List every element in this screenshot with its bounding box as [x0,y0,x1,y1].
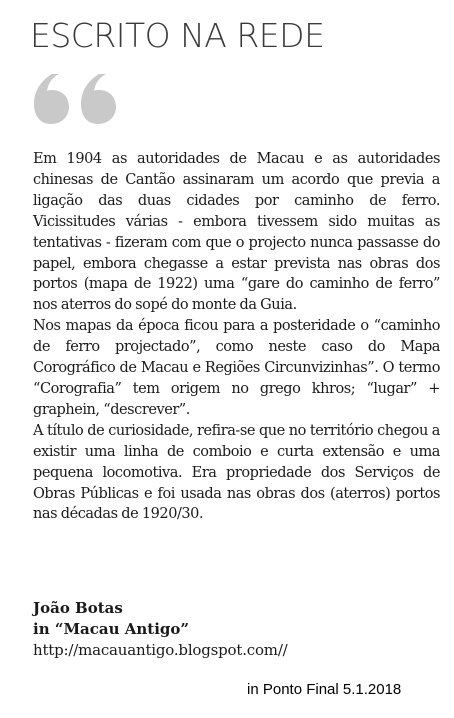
source-title: in “Macau Antigo” [33,620,190,638]
opening-quote-icon [32,70,118,126]
section-heading: ESCRITO NA REDE [30,16,325,55]
publication-credit: in Ponto Final 5.1.2018 [247,681,402,698]
quote-glyph-right [81,74,116,124]
article-paragraph: Nos mapas da época ficou para a posteridade o “caminho de ferro projectado”, como neste caso do Mapa Corográfico de Macau e Regiões Circunvizinhas”. O termo “Corografia” tem origem no grego khros; “lugar” + graphein, “descrever”. [33,318,440,418]
article-body [33,149,440,525]
author-name: João Botas [33,599,123,617]
article-paragraph: Em 1904 as autoridades de Macau e as autoridades chinesas de Cantão assinaram um acordo que previa a ligação das duas cidades por caminho de ferro. Vicissitudes várias - embora tivessem sido muitas as tentativas - fizeram com que o projecto nunca passasse do papel, embora chegasse a estar prevista nas obras dos portos (mapa de 1922) uma “gare do caminho de ferro” nos aterros do sopé do monte da Guia. [33,151,440,314]
source-url[interactable]: http://macauantigo.blogspot.com// [33,641,288,659]
article-paragraph: A título de curiosidade, refira-se que no território chegou a existir uma linha de comboio e curta extensão e uma pequena locomotiva. Era propriedade dos Serviços de Obras Públicas e foi usada nas obras dos (aterros) portos nas décadas de 1920/30. [33,422,440,523]
quote-glyph-left [34,74,69,124]
byline [33,598,288,661]
